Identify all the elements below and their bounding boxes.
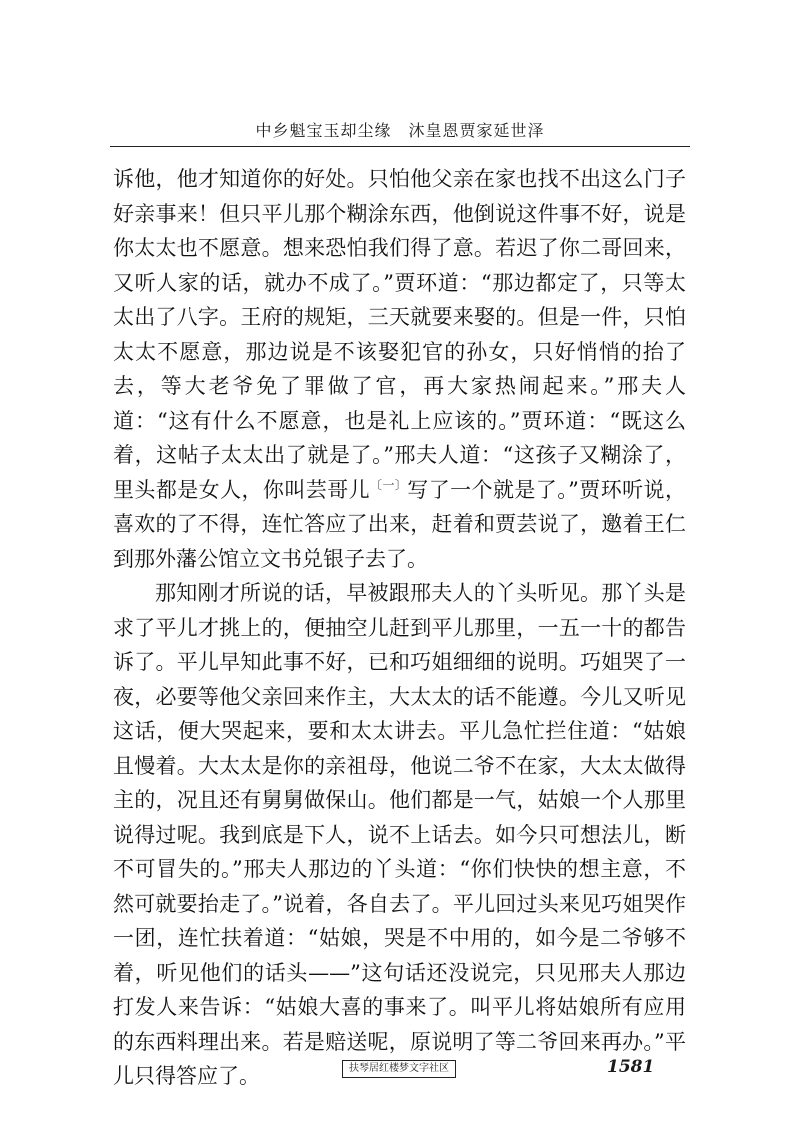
header-rule xyxy=(110,146,690,147)
paragraph-2: 那知刚才所说的话，早被跟邢夫人的丫头听见。那丫头是求了平儿才挑上的，便抽空儿赶到平儿那里，一五一十的都告诉了。平儿早知此事不好，已和巧姐细细的说明。巧姐哭了一夜，必要等他父亲回来作主，大太太的话不能遵。今儿又听见这话，便大哭起来，要和太太讲去。平儿急忙拦住道：“姑娘且慢着。大太太是你的亲祖母，他说二爷不在家，大太太做得主的，况且还有舅舅做保山。他们都是一气，姑娘一个人那里说得过呢。我到底是下人，说不上话去。如今只可想法儿，断不可冒失的。”邢夫人那边的丫头道：“你们快快的想主意，不然可就要抬走了。”说着，各自去了。平儿回过头来见巧姐哭作一团，连忙扶着道：“姑娘，哭是不中用的，如今是二爷够不着，听见他们的话头——”这句话还没说完，只见邢夫人那边打发人来告诉：“姑娘大喜的事来了。叫平儿将姑娘所有应用的东西料理出来。若是赔送呢，原说明了等二爷回来再办。”平儿只得答应了。 xyxy=(113,581,686,1088)
paragraph-1-text-b: 写了一个就是了。”贾环听说，喜欢的了不得，连忙答应了出来，赶着和贾芸说了，邀着王仁到那外藩公馆立文书兑银子去了。 xyxy=(113,477,686,571)
body-text xyxy=(113,162,686,1094)
paragraph-1 xyxy=(113,162,686,576)
page-number: 1581 xyxy=(607,1057,655,1077)
paragraph-1-text-a: 诉他，他才知道你的好处。只怕他父亲在家也找不出这么门子好亲事来！但只平儿那个糊涂东西，他倒说这件事不好，说是你太太也不愿意。想来恐怕我们得了意。若迟了你二哥回来，又听人家的话，就办不成了。”贾环道：“那边都定了，只等太太出了八字。王府的规矩，三天就要来娶的。但是一件，只怕太太不愿意，那边说是不该娶犯官的孙女，只好悄悄的抬了去，等大老爷免了罪做了官，再大家热闹起来。”邢夫人道：“这有什么不愿意，也是礼上应该的。”贾环道：“既这么着，这帖子太太出了就是了。”邢夫人道：“这孩子又糊涂了，里头都是女人，你叫芸哥儿 xyxy=(113,167,686,502)
running-header: 中乡魁宝玉却尘缘 沐皇恩贾家延世泽 xyxy=(255,121,545,140)
footnote-marker: 〔一〕 xyxy=(370,477,408,492)
watermark-stamp: 扶琴居红楼梦文字社区 xyxy=(342,1060,456,1078)
